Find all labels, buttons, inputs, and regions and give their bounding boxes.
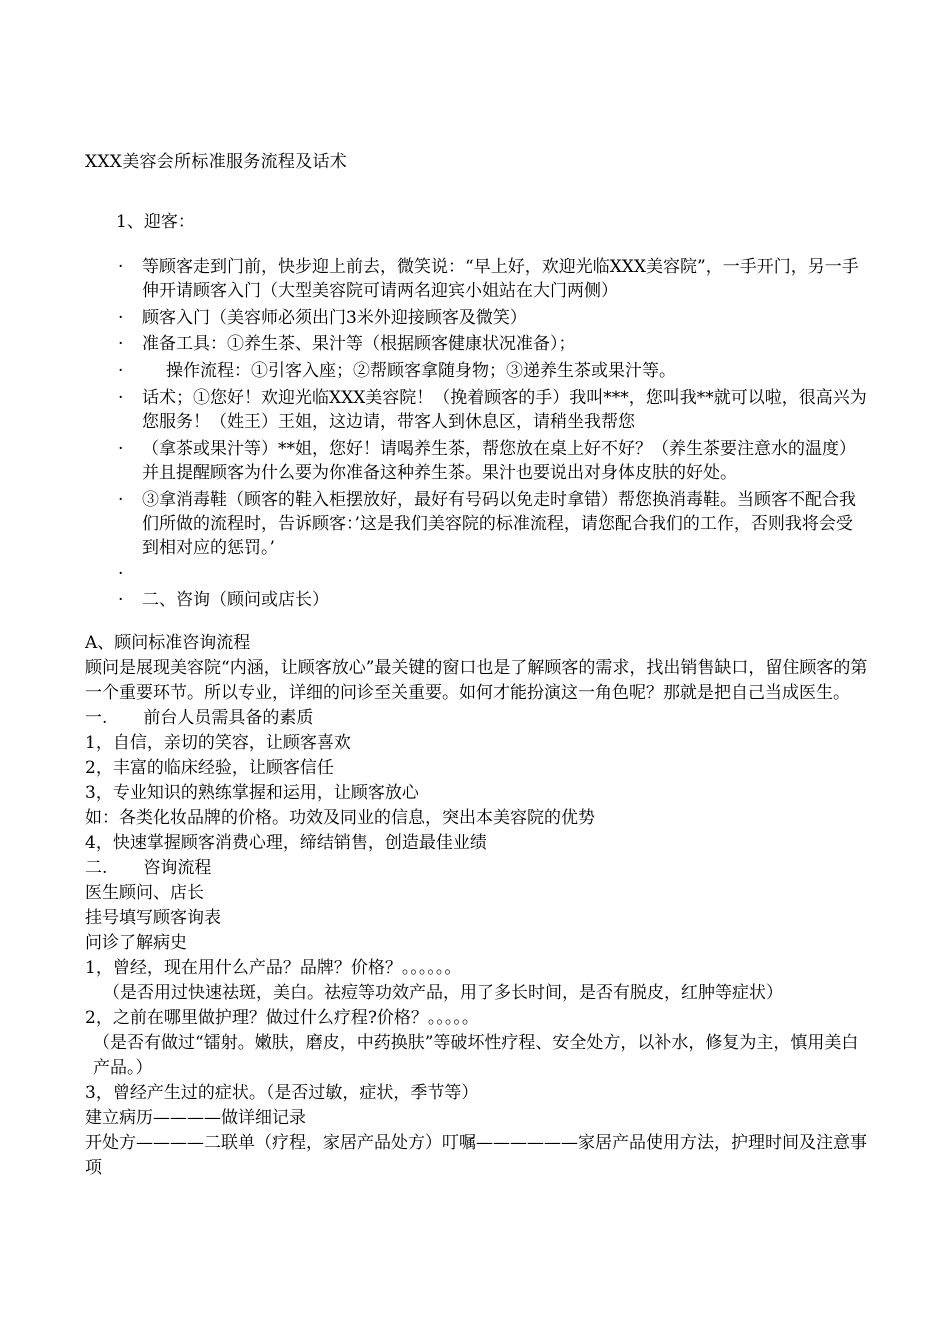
paragraph: 3，曾经产生过的症状。（是否过敏，症状，季节等） bbox=[85, 1083, 479, 1103]
document-title: XXX美容会所标准服务流程及话术 bbox=[85, 152, 348, 172]
greeting-bullet-list bbox=[118, 255, 868, 614]
consult-body bbox=[85, 631, 870, 1181]
list-item-text: ③拿消毒鞋（顾客的鞋入柜摆放好，最好有号码以免走时拿错）帮您换消毒鞋。当顾客不配合我们所做的流程时，告诉顾客：’这是我们美容院的标准流程，请您配合我们的工作，否则我将会受到相对应的惩罚。’ bbox=[142, 490, 856, 558]
paragraph: （是否用过快速祛斑，美白。祛痘等功效产品，用了多长时间，是否有脱皮，红肿等症状） bbox=[103, 983, 783, 1003]
list-item bbox=[118, 255, 868, 303]
paragraph: 2，之前在哪里做护理？做过什么疗程?价格？。。。。。 bbox=[85, 1008, 479, 1028]
bullet-dot: · bbox=[118, 439, 124, 459]
paragraph: 1，自信，亲切的笑容，让顾客喜欢 bbox=[85, 733, 351, 753]
paragraph: 医生顾问、店长 bbox=[85, 883, 204, 903]
list-item bbox=[118, 437, 868, 485]
list-item-text: 顾客入门（美容师必须出门3米外迎接顾客及微笑） bbox=[142, 308, 527, 328]
bullet-dot: · bbox=[118, 257, 124, 277]
list-item bbox=[118, 588, 868, 612]
paragraph: 问诊了解病史 bbox=[85, 933, 187, 953]
list-item bbox=[118, 488, 868, 560]
list-item bbox=[118, 562, 868, 586]
bullet-dot: · bbox=[118, 490, 124, 510]
bullet-dot: · bbox=[118, 334, 124, 354]
heading-text: 咨询流程 bbox=[143, 858, 212, 878]
paragraph: 2，丰富的临床经验，让顾客信任 bbox=[85, 758, 334, 778]
list-item-text: 操作流程：①引客入座；②帮顾客拿随身物；③递养生茶或果汁等。 bbox=[166, 361, 676, 381]
intro-paragraph: 顾问是展现美容院“内涵，让顾客放心”最关键的窗口也是了解顾客的需求，找出销售缺口，留住顾客的第一个重要环节。所以专业，详细的问诊至关重要。如何才能扮演这一角色呢？那就是把自己当成医生。 bbox=[85, 658, 868, 703]
paragraph: 建立病历————做详细记录 bbox=[85, 1108, 306, 1128]
bullet-dot: · bbox=[118, 308, 124, 328]
list-item-text: （拿茶或果汁等）**姐，您好！请喝养生茶，帮您放在桌上好不好？（养生茶要注意水的温度）并且提醒顾客为什么要为你准备这种养生茶。果汁也要说出对身体皮肤的好处。 bbox=[142, 439, 856, 483]
numbered-heading bbox=[85, 706, 870, 731]
bullet-dot: · bbox=[118, 361, 124, 381]
list-item bbox=[118, 332, 868, 356]
list-item bbox=[118, 306, 868, 330]
section-heading-greeting: 1、迎客： bbox=[116, 212, 195, 232]
heading-number: 二. bbox=[85, 858, 108, 878]
subsection-heading: A、顾问标准咨询流程 bbox=[85, 633, 251, 653]
list-item-text: 话术；①您好！欢迎光临XXX美容院！（挽着顾客的手）我叫***，您叫我**就可以啦，很高兴为您服务！（姓王）王姐，这边请，带客人到休息区，请稍坐我帮您 bbox=[142, 388, 867, 432]
bullet-dot: · bbox=[118, 564, 124, 584]
list-item-text: 等顾客走到门前，快步迎上前去，微笑说：“早上好，欢迎光临XXX美容院”，一手开门，另一手伸开请顾客入门（大型美容院可请两名迎宾小姐站在大门两侧） bbox=[142, 257, 859, 301]
list-item-text bbox=[142, 562, 868, 586]
bullet-dot: · bbox=[118, 590, 124, 610]
bullet-dot: · bbox=[118, 388, 124, 408]
heading-number: 一. bbox=[85, 708, 108, 728]
paragraph: 挂号填写顾客询表 bbox=[85, 908, 221, 928]
paragraph: 4，快速掌握顾客消费心理，缔结销售，创造最佳业绩 bbox=[85, 833, 487, 853]
list-item bbox=[118, 359, 868, 383]
paragraph: 开处方————二联单（疗程，家居产品处方）叮嘱——————家居产品使用方法，护理时间及注意事项 bbox=[85, 1133, 867, 1178]
heading-text: 前台人员需具备的素质 bbox=[143, 708, 314, 728]
section-heading-consult: 二、咨询（顾问或店长） bbox=[142, 590, 329, 610]
list-item-text: 准备工具：①养生茶、果汁等（根据顾客健康状况准备）； bbox=[142, 334, 576, 354]
numbered-heading bbox=[85, 856, 870, 881]
paragraph: 如：各类化妆品牌的价格。功效及同业的信息，突出本美容院的优势 bbox=[85, 808, 595, 828]
paragraph: 1，曾经，现在用什么产品？品牌？价格？。。。。。。 bbox=[85, 958, 462, 978]
paragraph: （是否有做过“镭射。嫩肤，磨皮，中药换肤”等破坏性疗程、安全处方，以补水，修复为主，慎用美白产品。） bbox=[93, 1033, 859, 1078]
paragraph: 3，专业知识的熟练掌握和运用，让顾客放心 bbox=[85, 783, 419, 803]
list-item bbox=[118, 386, 868, 434]
